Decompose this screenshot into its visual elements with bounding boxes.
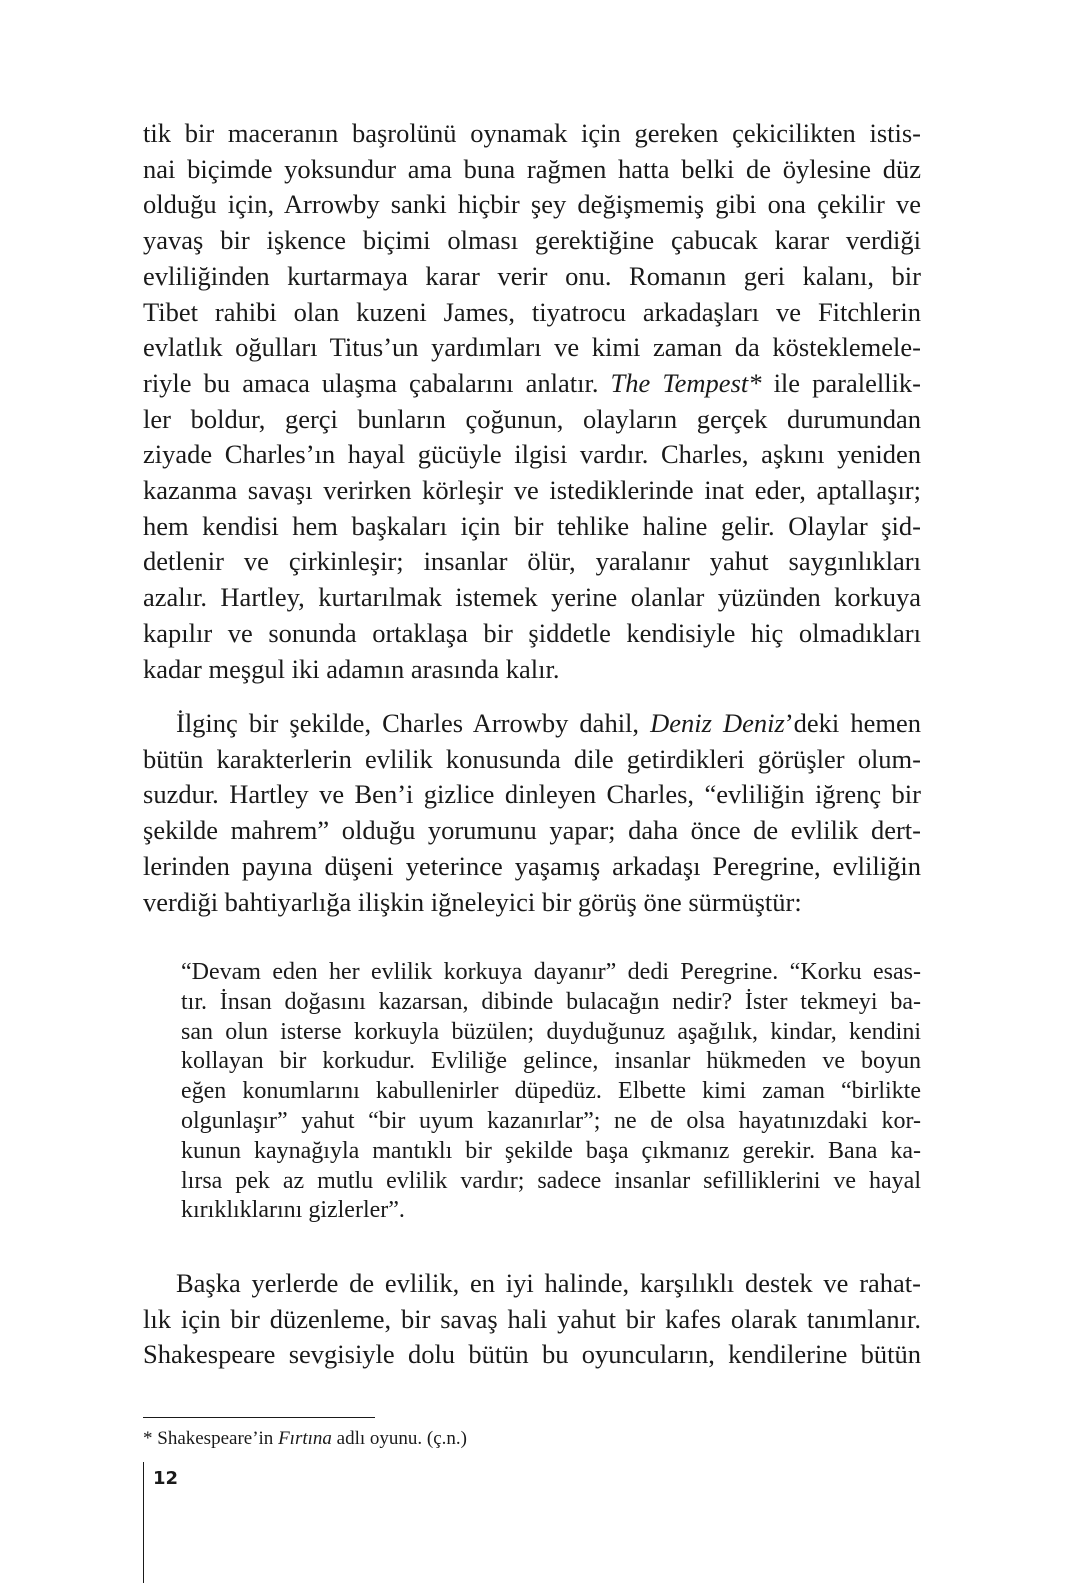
- paragraph-2: [143, 706, 921, 920]
- text-line: bütün karakterlerin evlilik konusunda dile getirdikleri görüşler olum-: [143, 743, 921, 774]
- text-line: lerinden payına düşeni yeterince yaşamış arkadaşı Peregrine, evliliğin: [143, 850, 921, 881]
- book-title-italic: Deniz Deniz: [650, 708, 785, 738]
- quote-line: olgunlaşır” yahut “bir uyum kazanırlar”; ne de olsa hayatınızdaki kor-: [181, 1107, 921, 1134]
- quote-line: “Devam eden her evlilik korkuya dayanır” dedi Peregrine. “Korku esas-: [181, 959, 921, 985]
- text-fragment: ’deki hemen: [784, 708, 921, 738]
- footnote: [143, 1427, 467, 1451]
- text-line: ziyade Charles’ın hayal gücüyle ilgisi vardır. Charles, aşkını yeniden: [143, 439, 921, 470]
- text-fragment: ile paralellik-: [761, 367, 922, 398]
- text-line: Başka yerlerde de evlilik, en iyi halinde, karşılıklı destek ve rahat-: [176, 1268, 921, 1298]
- text-fragment: riyle bu amaca ulaşma çabalarını anlatır.: [143, 367, 599, 398]
- quote-line: lırsa pek az mutlu evlilik vardır; sadece insanlar sefilliklerini ve hayal: [181, 1167, 921, 1194]
- text-line: hem kendisi hem başkaları için bir tehlike haline gelir. Olaylar şid-: [143, 510, 921, 541]
- text-line: nai biçimde yoksundur ama buna rağmen hatta belki de öylesine düz: [143, 153, 921, 184]
- text-line: Tibet rahibi olan kuzeni James, tiyatrocu arkadaşları ve Fitchlerin: [143, 296, 921, 327]
- paragraph-3: [143, 1266, 921, 1373]
- footnote-text: * Shakespeare’in: [143, 1428, 279, 1449]
- text-line-with-title: [143, 706, 921, 742]
- footnote-title-italic: Fırtına: [278, 1428, 332, 1449]
- page-number: 12: [153, 1468, 179, 1489]
- text-line: evliliğinden kurtarmaya karar verir onu. Romanın geri kalanı, bir: [143, 260, 921, 291]
- block-quote: [181, 958, 921, 1226]
- text-line: şekilde mahrem” olduğu yorumunu yapar; daha önce de evlilik dert-: [143, 815, 921, 846]
- footnote-text: adlı oyunu. (ç.n.): [331, 1428, 467, 1449]
- quote-line: tır. İnsan doğasını kazarsan, dibinde bulacağın nedir? İster tekmeyi ba-: [181, 988, 921, 1015]
- text-line: lık için bir düzenleme, bir savaş hali yahut bir kafes olarak tanımlanır.: [143, 1303, 921, 1334]
- text-line: tik bir maceranın başrolünü oynamak için gereken çekicilikten istis-: [143, 118, 921, 148]
- text-line: olduğu için, Arrowby sanki hiçbir şey değişmemiş gibi ona çekilir ve: [143, 189, 921, 220]
- quote-line: kollayan bir korkudur. Evliliğe gelince, insanlar hükmeden ve boyun: [181, 1048, 921, 1075]
- text-line: kapılır ve sonunda ortaklaşa bir şiddetle kendisiyle hiç olmadıkları: [143, 617, 921, 648]
- text-line: verdiği bahtiyarlığa ilişkin iğneleyici bir görüş öne sürmüştür:: [143, 886, 802, 917]
- text-line: suzdur. Hartley ve Ben’i gizlice dinleyen Charles, “evliliğin iğrenç bir: [143, 779, 921, 810]
- quote-line: kırıklıklarını gizlerler”.: [181, 1197, 405, 1224]
- footnote-divider: [143, 1417, 375, 1418]
- quote-line: kunun kaynağıyla mantıklı bir şekilde başa çıkmanız gerekir. Bana ka-: [181, 1137, 921, 1164]
- text-line: kadar meşgul iki adamın arasında kalır.: [143, 653, 560, 684]
- play-title-italic: The Tempest*: [610, 367, 762, 398]
- paragraph-1: [143, 116, 921, 687]
- text-line: evlatlık oğulları Titus’un yardımları ve kimi zaman da kösteklemele-: [143, 332, 921, 363]
- text-line: yavaş bir işkence biçimi olması gerektiğine çabucak karar verdiği: [143, 225, 921, 256]
- text-line: detlenir ve çirkinleşir; insanlar ölür, yaralanır yahut saygınlıkları: [143, 546, 921, 577]
- page-margin-rule: [143, 1462, 144, 1583]
- quote-line: san olun isterse korkuyla büzülen; duyduğunuz aşağılık, kindar, kendini: [181, 1018, 921, 1045]
- text-line-with-title: [143, 366, 921, 402]
- text-line: ler boldur, gerçi bunların çoğunun, olayların gerçek durumundan: [143, 403, 921, 434]
- text-line: azalır. Hartley, kurtarılmak istemek yerine olanlar yüzünden korkuya: [143, 582, 921, 613]
- text-line: Shakespeare sevgisiyle dolu bütün bu oyuncuların, kendilerine bütün: [143, 1339, 921, 1370]
- text-fragment: İlginç bir şekilde, Charles Arrowby dahil,: [176, 708, 651, 738]
- text-line: kazanma savaşı verirken körleşir ve istediklerinde inat eder, aptallaşır;: [143, 475, 921, 506]
- quote-line: eğen konumlarını kabullenirler düpedüz. Elbette kimi zaman “birlikte: [181, 1078, 921, 1105]
